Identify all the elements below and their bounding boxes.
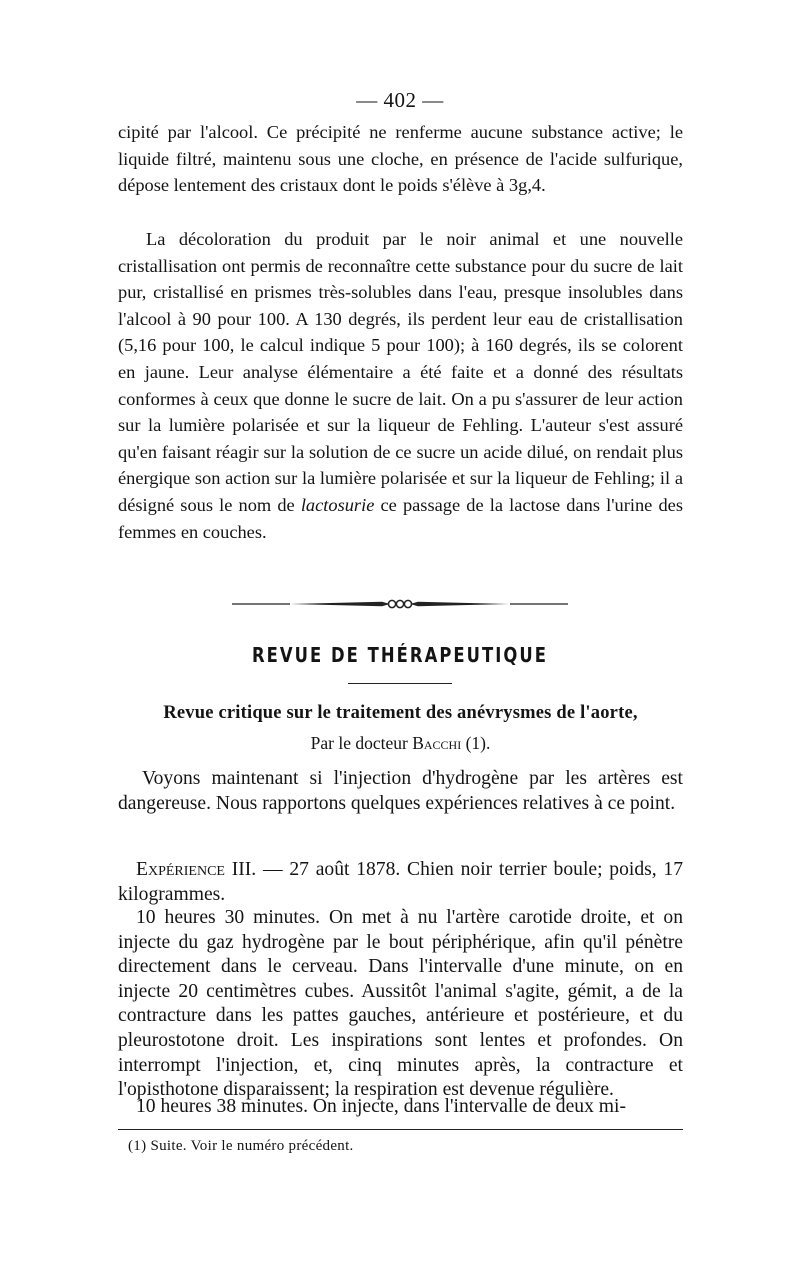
paragraph-intro: Voyons maintenant si l'injection d'hydrogène par les artères est dangereuse. Nous rapportons quelques expériences relatives à ce point. [118,768,683,815]
paragraph-lactose-text: La décoloration du produit par le noir animal et une nouvelle cristallisation ont permis de reconnaître cette substance pour du sucre de lait pur, cristallisé en prismes très-solubles dans l'eau, presque insolubles dans l'alcool à 90 pour 100. A 130 degrés, ils perdent leur eau de cristallisation (5,16 pour 100, le calcul indique 5 pour 100); à 160 degrés, ils se colorent en jaune. Leur analyse élémentaire a été faite et a donné des résultats conformes à ceux que donne le sucre de lait. On a pu s'assurer de leur action sur la lumière polarisée et sur la liqueur de Fehling. L'auteur s'est assuré qu'en faisant réagir sur la solution de ce sucre un acide dilué, on rendait plus énergique son action sur la lumière polarisée et sur la liqueur de Fehling; il a désigné sous le nom de [118,229,683,515]
lactosurie-term: lactosurie [300,494,375,515]
experiment-heading [118,857,683,907]
footnote-rule [118,1129,683,1130]
ornamental-divider [232,597,568,611]
paragraph-observation-2: 10 heures 38 minutes. On injecte, dans l'intervalle de deux mi- [136,1096,626,1117]
article-author [118,733,683,754]
paragraph-observation-1: 10 heures 30 minutes. On met à nu l'artère carotide droite, et on injecte du gaz hydrogène par le bout périphérique, afin qu'il pénètre directement dans le cerveau. Dans l'intervalle d'une minute, on en injecte 20 centimètres cubes. Aussitôt l'animal s'agite, gémit, a de la contracture dans les pattes gauches, antérieure et postérieure, et du pleurostotone droit. Les inspirations sont lentes et profondes. On interrompt l'injection, et, cinq minutes après, la contracture et l'opisthotone disparaissent; la respiration est devenue régulière. [118,907,683,1101]
title-rule [348,683,452,684]
paragraph-lactose-end: ce passage de la lactose dans l'urine des femmes en couches. [118,494,683,542]
page-number: — 402 — [356,88,444,112]
article-title: Revue critique sur le traitement des anévrysmes de l'aorte, [163,703,638,723]
experiment-details: — 27 août 1878. Chien noir terrier boule; poids, 17 kilogrammes. [118,859,683,906]
author-name: Bacchi [412,733,462,753]
paragraph-continued: cipité par l'alcool. Ce précipité ne renferme aucune substance active; le liquide filtré, maintenu sous une cloche, en présence de l'acide sulfurique, dépose lentement des cristaux dont le poids s'élève à 3g,4. [118,122,683,196]
author-prefix: Par le docteur [310,733,408,753]
section-title: REVUE DE THÉRAPEUTIQUE [251,643,549,667]
footnote: (1) Suite. Voir le numéro précédent. [128,1138,354,1154]
footnote-ref: (1). [465,733,491,753]
experiment-label: Expérience III. [136,859,257,880]
paragraph-lactose [118,226,683,545]
